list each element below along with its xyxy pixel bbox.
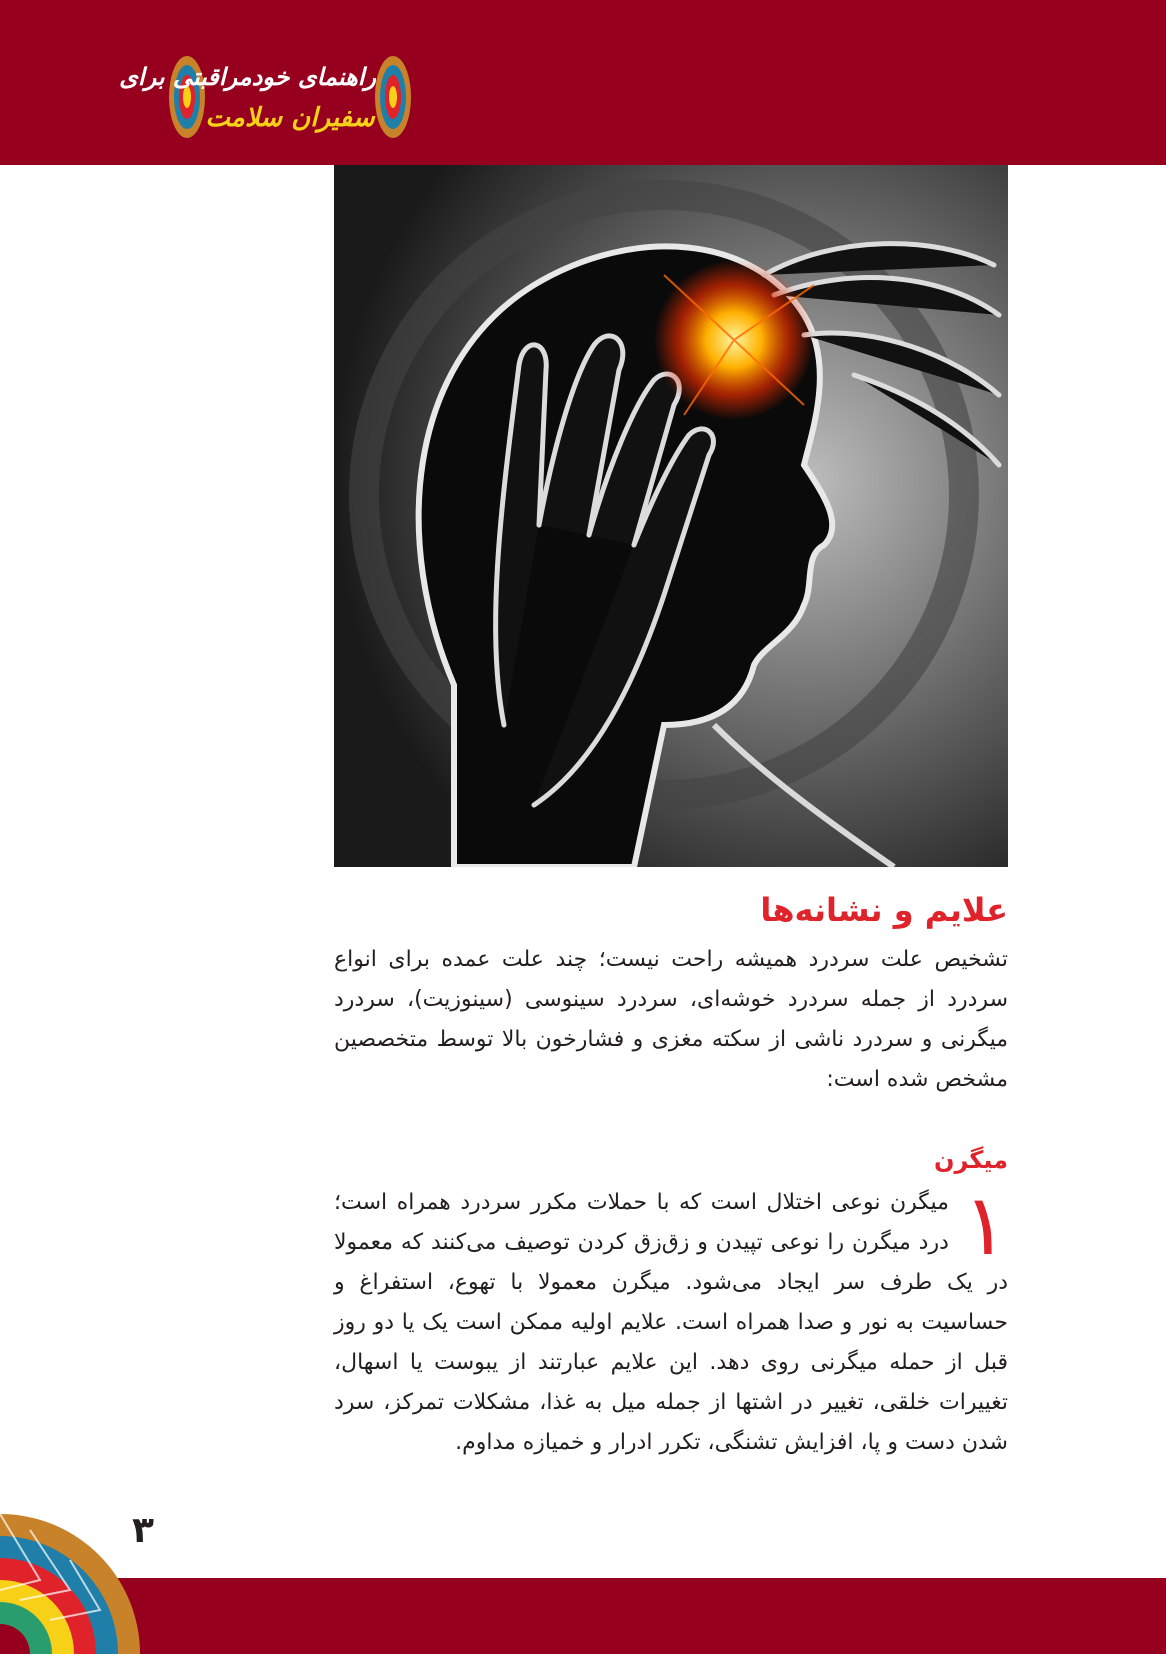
migraine-heading: میگرن	[933, 1146, 1008, 1174]
migraine-section	[334, 1176, 1008, 1463]
migraine-paragraph: میگرن نوعی اختلال است که با حملات مکرر سردرد همراه است؛ درد میگرن را نوعی تپیدن و زق‌زق کردن توصیف می‌کنند که معمولا در یک طرف سر ایجاد می‌شود. میگرن معمولا با تهوع، استفراغ و حساسیت به نور و صدا همراه است. علایم اولیه ممکن است یک یا دو روز قبل از حمله میگرنی روی دهد. این علایم عبارتند از یبوست یا اسهال، تغییرات خلقی، تغییر در اشتها از جمله میل به غذا، مشکلات تمرکز، سرد شدن دست و پا، افزایش تشنگی، تکرر ادرار و خمیازه مداوم.	[334, 1190, 1008, 1455]
migraine-item-number: ۱	[962, 1176, 1008, 1274]
logo-title-line1: راهنمای خودمراقبتی برای	[119, 62, 376, 91]
mandala-right-icon	[374, 54, 412, 140]
footer-band	[0, 1578, 1166, 1654]
symptoms-paragraph: تشخیص علت سردرد همیشه راحت نیست؛ چند علت عمده برای انواع سردرد از جمله سردرد خوشه‌ای، سردرد سینوسی (سینوزیت)، سردرد میگرنی و سردرد ناشی از سکته مغزی و فشارخون بالا توسط متخصصین مشخص شده است:	[334, 947, 1008, 1092]
logo	[119, 52, 412, 148]
page-number: ۳	[132, 1510, 154, 1551]
hero-image	[334, 165, 1008, 867]
migraine-headache-illustration-icon	[334, 165, 1008, 867]
symptoms-heading: علایم و نشانه‌ها	[760, 891, 1008, 929]
logo-title-line2: سفیران سلامت	[205, 103, 375, 133]
mandala-corner-icon	[0, 1490, 140, 1654]
